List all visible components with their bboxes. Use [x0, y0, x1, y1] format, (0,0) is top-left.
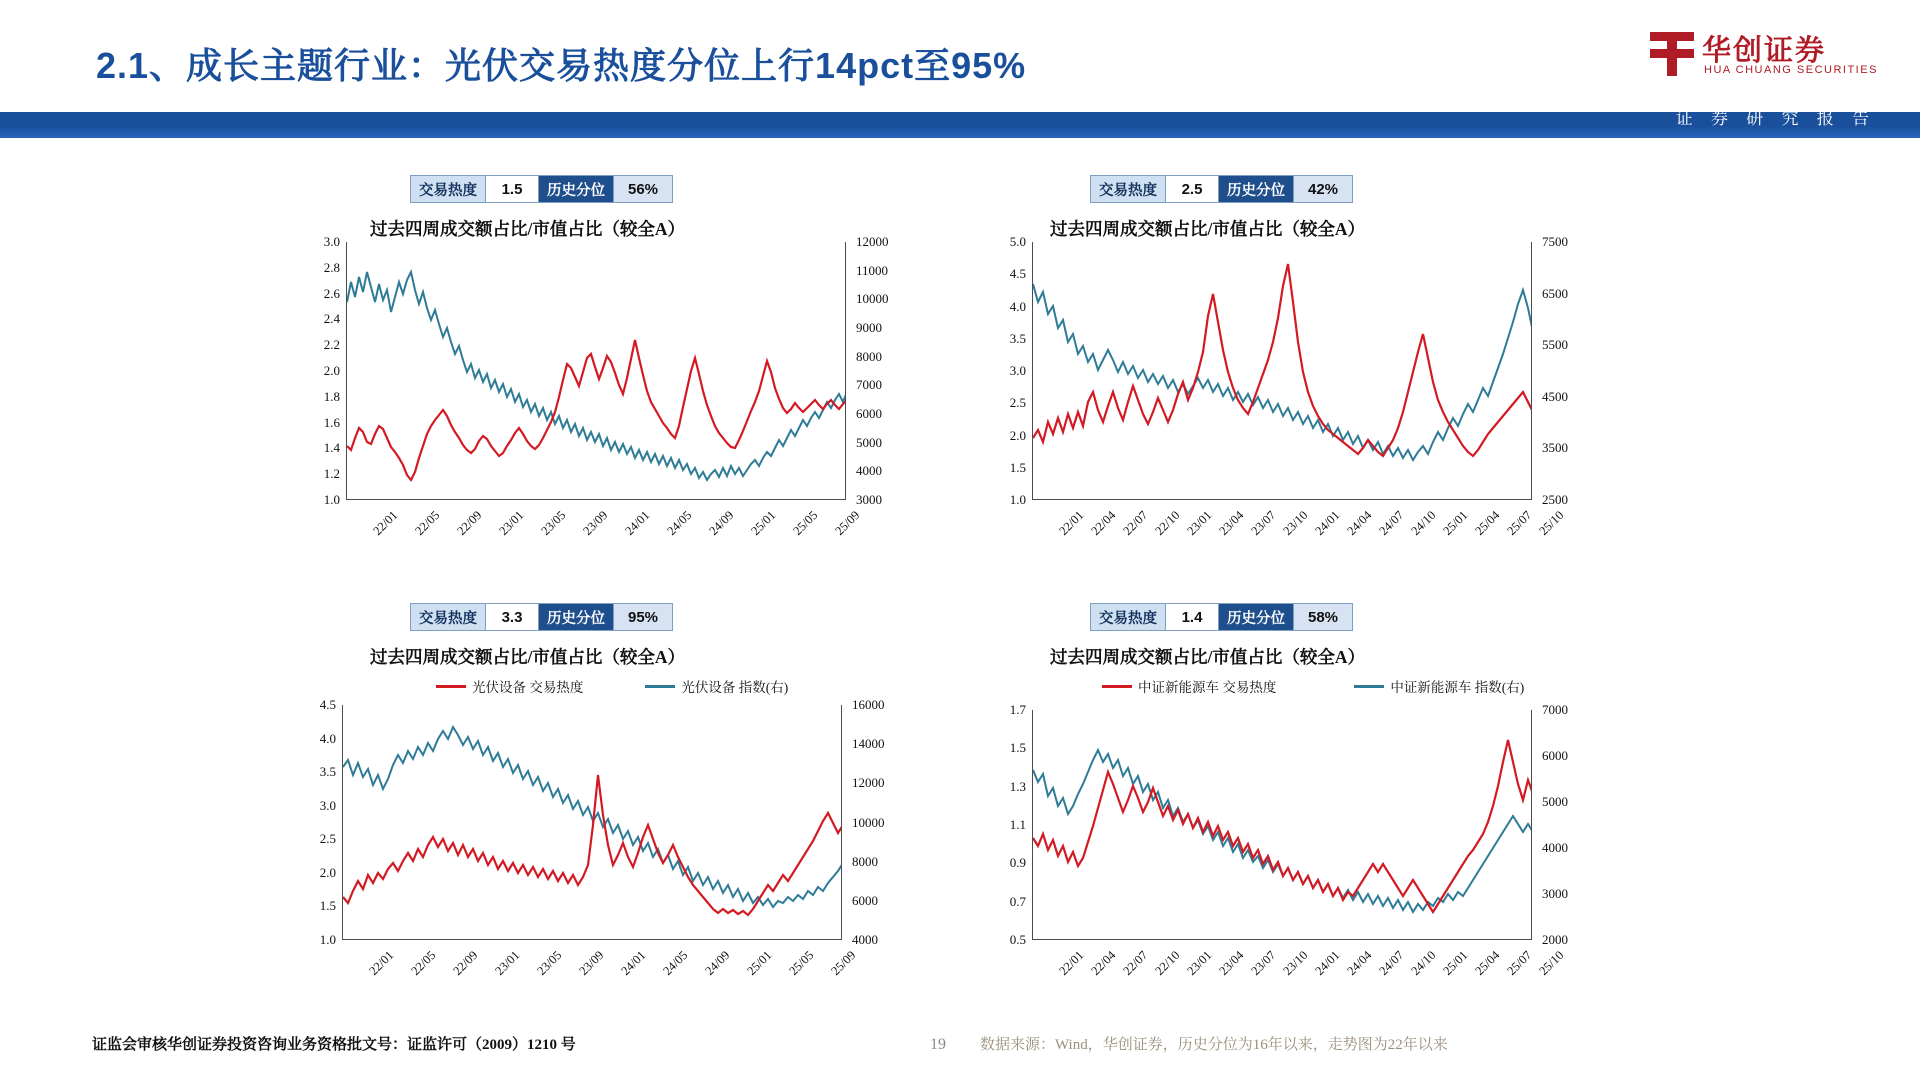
- tag-bar: [410, 603, 673, 631]
- series-lines: [343, 705, 842, 940]
- percentile-value: 56%: [614, 176, 672, 202]
- series-line-heat: [343, 775, 842, 915]
- heat-label: 交易热度: [411, 176, 486, 202]
- y-axis-right: 12000 11000 10000 9000 8000 7000 6000 5000 4000 3000: [856, 234, 889, 507]
- slide-header: [0, 0, 1920, 112]
- heat-value: 1.4: [1166, 604, 1219, 630]
- y-axis-left: 3.0 2.8 2.6 2.4 2.2 2.0 1.8 1.6 1.4 1.2 1.0: [323, 234, 340, 507]
- y-axis-left: 1.7 1.5 1.3 1.1 0.9 0.7 0.5: [1009, 702, 1026, 947]
- legend-swatch-red: [436, 685, 466, 688]
- heat-value: 2.5: [1166, 176, 1219, 202]
- legend-label-heat: 光伏设备 交易热度: [472, 680, 584, 695]
- series-lines: [1033, 710, 1532, 940]
- legend-label-index: 光伏设备 指数(右): [681, 680, 789, 695]
- y-axis-right: 7500 6500 5500 4500 3500 2500: [1542, 234, 1568, 507]
- y-axis-right: 7000 6000 5000 4000 3000 2000: [1542, 702, 1568, 947]
- heat-value: 1.5: [486, 176, 539, 202]
- logo-text-cn: 华创证券: [1702, 35, 1827, 67]
- heat-label: 交易热度: [1091, 604, 1166, 630]
- legend-swatch-blue: [1354, 685, 1384, 688]
- legend-item-index: [645, 676, 788, 696]
- y-axis-left: 5.0 4.5 4.0 3.5 3.0 2.5 2.0 1.5 1.0: [1009, 234, 1026, 507]
- legend-item-heat: [1102, 676, 1276, 696]
- page-title: 2.1、成长主题行业：光伏交易热度分位上行14pct至95%: [96, 45, 1027, 86]
- series-lines: [347, 242, 846, 500]
- header-rule: [0, 112, 1920, 138]
- series-line-index: [1033, 284, 1532, 460]
- tag-bar: [1090, 175, 1353, 203]
- percentile-label: 历史分位: [1219, 604, 1294, 630]
- footer-disclaimer: 证监会审核华创证券投资咨询业务资格批文号：证监许可（2009）1210 号: [92, 1037, 576, 1053]
- legend-swatch-blue: [645, 685, 675, 688]
- series-line-heat: [1033, 740, 1532, 912]
- percentile-value: 95%: [614, 604, 672, 630]
- legend-label-heat: 中证新能源车 交易热度: [1138, 680, 1277, 695]
- footer-source: 数据来源：Wind，华创证券，历史分位为16年以来，走势图为22年以来: [980, 1037, 1448, 1053]
- chart-panel-solar: 交易热度 3.3 历史分位 95% 过去四周成交额占比/市值占比（较全A） 光伏设备 交易热度 光伏设备 指数(右) 4.5 4.0 3.5 3.0 2.5 2.0 1.5 1.0 16000 14000 12000 10000 8000 6000 4000 22/01 22/05 22/09 23/01 23/05 23/09 24/01 24/05 24/09 25/01 25/05 25/09: [300, 595, 950, 995]
- y-axis-left: 4.5 4.0 3.5 3.0 2.5 2.0 1.5 1.0: [319, 697, 336, 947]
- heat-value: 3.3: [486, 604, 539, 630]
- brand-logo: [1650, 26, 1880, 88]
- chart-legend: [1102, 676, 1524, 696]
- percentile-label: 历史分位: [539, 604, 614, 630]
- chart-title: 过去四周成交额占比/市值占比（较全A）: [370, 647, 685, 667]
- heat-label: 交易热度: [411, 604, 486, 630]
- percentile-value: 58%: [1294, 604, 1352, 630]
- y-axis-right: 16000 14000 12000 10000 8000 6000 4000: [852, 697, 885, 947]
- legend-item-heat: [436, 676, 583, 696]
- plot-area: [346, 242, 846, 500]
- page-number: 19: [930, 1036, 946, 1053]
- heat-label: 交易热度: [1091, 176, 1166, 202]
- logo-text-en: HUA CHUANG SECURITIES: [1704, 64, 1878, 76]
- chart-title: 过去四周成交额占比/市值占比（较全A）: [1050, 219, 1365, 239]
- chart-title: 过去四周成交额占比/市值占比（较全A）: [1050, 647, 1365, 667]
- chart-panel-semiconductor: 交易热度 2.5 历史分位 42% 过去四周成交额占比/市值占比（较全A） 5.0 4.5 4.0 3.5 3.0 2.5 2.0 1.5 1.0 7500 6500 5500 4500 3500 2500 22/01 22/04 22/07 22/10 23/01 23/04 23/07 23/10 24/01 24/04 24/07 24/10 25/01 25/04 25/07 25/10: [990, 160, 1650, 560]
- percentile-label: 历史分位: [1219, 176, 1294, 202]
- plot-area: [1032, 242, 1532, 500]
- chart-panel-medical: 交易热度 1.5 历史分位 56% 过去四周成交额占比/市值占比（较全A） 3.0 2.8 2.6 2.4 2.2 2.0 1.8 1.6 1.4 1.2 1.0 12000 11000 10000 9000 8000 7000 6000 5000 4000 3000 22/01 22/05 22/09 23/01 23/05 23/09 24/01 24/05 24/09 25/01 25/05 25/09: [300, 160, 950, 560]
- tag-bar: [1090, 603, 1353, 631]
- chart-panel-new-energy-vehicle: 交易热度 1.4 历史分位 58% 过去四周成交额占比/市值占比（较全A） 中证新能源车 交易热度 中证新能源车 指数(右) 1.7 1.5 1.3 1.1 0.9 0.7 0.5 7000 6000 5000 4000 3000 2000 22/01 22/04 22/07 22/10 23/01 23/04 23/07 23/10 24/01 24/04 24/07 24/10 25/01 25/04 25/07 25/10: [990, 595, 1650, 995]
- legend-item-index: [1354, 676, 1524, 696]
- logo-mark-icon: [1650, 32, 1694, 76]
- percentile-value: 42%: [1294, 176, 1352, 202]
- chart-legend: [436, 676, 788, 696]
- chart-title: 过去四周成交额占比/市值占比（较全A）: [370, 219, 685, 239]
- legend-label-index: 中证新能源车 指数(右): [1390, 680, 1525, 695]
- series-line-heat: [347, 340, 846, 480]
- series-line-heat: [1033, 264, 1532, 456]
- percentile-label: 历史分位: [539, 176, 614, 202]
- legend-swatch-red: [1102, 685, 1132, 688]
- tag-bar: [410, 175, 673, 203]
- series-line-index: [343, 727, 842, 907]
- plot-area: [342, 705, 842, 940]
- plot-area: [1032, 710, 1532, 940]
- series-lines: [1033, 242, 1532, 500]
- header-subtitle: 证 券 研 究 报 告: [1675, 109, 1876, 128]
